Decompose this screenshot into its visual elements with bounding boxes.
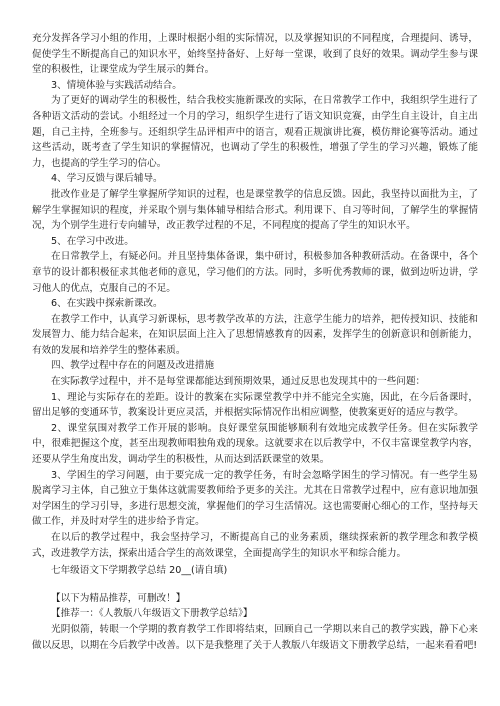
- recommendation-note: 【以下为精品推荐，可删改！】: [51, 592, 186, 604]
- document-subtitle: 七年级语文下学期教学总结 20__(请自填): [51, 565, 228, 577]
- paragraph: 1、理论与实际存在的差距。设计的教案在实际课堂教学中并不能完全实施，因此，在今后备课时，留出足够的变通环节，教案设计更应灵活，并根据实际情况作出相应调整，使教案更好的适应与教学。: [32, 391, 478, 419]
- paragraph: 2、课堂氛围对教学工作开展的影响。良好课堂氛围能够顺利有效地完成教学任务。但在实际教学中，很难把握这个度，甚至出现教师唱独角戏的现象。这就要求在以后教学中，不仅丰富课堂教学内容，还要从学生角度出发，调动学生的积极性，从而达到活跃课堂的效果。: [32, 422, 478, 466]
- paragraph: 在教学工作中，认真学习新课标，思考教学改革的方法，注意学生能力的培养，把传授知识、技能和发展智力、能力结合起来，在知识层面上注入了思想情感教育的因素，发挥学生的创新意识和创新能力，有效的发展和培养学生的整体素质。: [32, 313, 478, 356]
- paragraph: 在实际教学过程中，并不是每堂课都能达到预期效果，通过反思也发现其中的一些问题：: [51, 376, 426, 388]
- section-heading: 4、学习反馈与课后辅导。: [51, 173, 163, 185]
- document-page: [32, 31, 478, 653]
- paragraph: 光阴似箭，转眼一个学期的教育教学工作即将结束，回顾自己一学期以来自己的教学实践，静下心来做以反思，以期在今后教学中改善。以下是我整理了关于人教版八年级语文下册教学总结，一起来看看吧!: [32, 623, 478, 651]
- paragraph: 为了更好的调动学生的积极性，结合我校实施新课改的实际，在日常教学工作中，我组织学生进行了各种语文活动的尝试。小组经过一个月的学习，组织学生进行了语文知识竞赛，由学生自主设计，自主出题，自己主持，全班参与。还组织学生品评相声中的语言，观看正规演讲比赛，模仿辩论赛等活动。通过这些活动，既考查了学生知识的掌握情况，也调动了学生的积极性，增强了学生的学习兴趣，锻炼了能力，也提高的学生学习的信心。: [32, 95, 478, 169]
- spacer: [32, 579, 478, 591]
- paragraph: 3、学困生的学习问题，由于要完成一定的教学任务，有时会忽略学困生的学习情况。有一些学生易脱离学习主体，自己独立于集体这就需要教师给予更多的关注。尤其在日常教学过程中，应有意识地加强对学困生的学习引导，多进行思想交流，掌握他们的学习生活情况。这也需要耐心细心的工作，坚持每天做工作，并及时对学生的进步给予肯定。: [32, 469, 478, 528]
- paragraph: 在日常教学上，有疑必问。并且坚持集体备课，集中研讨，积极参加各种教研活动。在备课中，各个章节的设计都积极征求其他老师的意见，学习他们的方法。同时，多听优秀教师的课，做到边听边讲，学习他人的优点，克服自己的不足。: [32, 251, 478, 294]
- paragraph: 批改作业是了解学生掌握所学知识的过程，也是课堂教学的信息反馈。因此，我坚持以面批为主，了解学生掌握知识的程度，并采取个别与集体辅导相结合形式。利用课下、自习等时间，了解学生的掌握情况，为个别学生进行专向辅导，改正教学过程的不足，不同程度的提高了学生的知识水平。: [32, 188, 478, 232]
- section-heading: 四、教学过程中存在的问题及改进措施: [51, 360, 215, 372]
- section-heading: 5、在学习中改进。: [51, 235, 134, 247]
- paragraph: 在以后的教学过程中，我会坚持学习，不断提高自己的业务素质，继续探索新的教学理念和教学模式，改进教学方法，探索出适合学生的高效课堂，全面提高学生的知识水平和综合能力。: [32, 532, 478, 559]
- section-heading: 3、情境体验与实践活动结合。: [51, 79, 182, 91]
- recommendation-title: 【推荐一：《人教版八年级语文下册教学总结》】: [51, 608, 253, 620]
- paragraph: 充分发挥各学习小组的作用，上课时根据小组的实际情况，以及掌握知识的不同程度，合理提问、诱导，促使学生不断提高自己的知识水平，始终坚持备好、上好每一堂课，收到了良好的效果。调动学生参与课堂的积极性，让课堂成为学生展示的舞台。: [32, 33, 478, 76]
- section-heading: 6、在实践中探索新课改。: [51, 298, 163, 310]
